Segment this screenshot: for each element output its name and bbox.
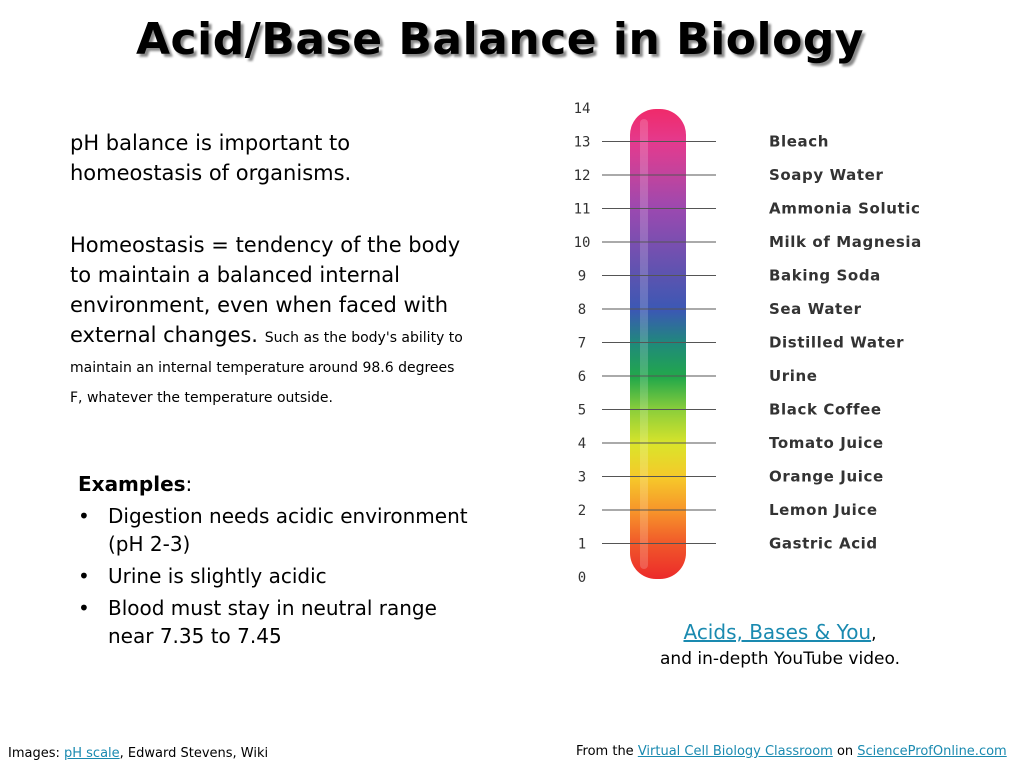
ph-tube (630, 109, 686, 579)
ph-substance-label: Urine (769, 367, 818, 385)
ph-tick-label: 4 (577, 436, 587, 452)
ph-scale-graphic (560, 95, 970, 595)
ph-tube-highlight (640, 119, 648, 569)
ph-tick-label: 14 (573, 101, 591, 117)
ph-substance-label: Tomato Juice (769, 434, 884, 452)
ph-substance-label: Bleach (769, 132, 830, 151)
list-item: • Digestion needs acidic environment (pH 2-3) (78, 504, 468, 556)
ph-tick-label: 11 (573, 201, 591, 218)
source-credit: From the Virtual Cell Biology Classroom on ScienceProfOnline.com (576, 744, 1007, 759)
ph-tick-label: 9 (577, 268, 587, 285)
ph-tick-label: 3 (577, 469, 587, 486)
list-item: • Blood must stay in neutral range near 7.35 to 7.45 (78, 596, 437, 648)
ph-tick-label: 8 (577, 302, 587, 318)
homeostasis-detail: Such as the body's ability to maintain an internal temperature around 98.6 degrees F, whatever the temperature outside. (70, 330, 463, 406)
acids-bases-link[interactable]: Acids, Bases & You (683, 620, 872, 644)
ph-substance-label: Distilled Water (769, 333, 905, 352)
ph-tick-label: 2 (577, 503, 587, 519)
examples-list (78, 502, 478, 650)
intro-text: pH balance is important to homeostasis of organisms. (70, 131, 352, 185)
ph-substance-label: Orange Juice (769, 467, 884, 486)
virtual-cell-link[interactable]: Virtual Cell Biology Classroom (637, 744, 833, 759)
examples-heading: Examples: (78, 472, 193, 496)
examples-section (78, 470, 478, 654)
ph-scale-link[interactable]: pH scale (64, 746, 120, 761)
video-link-box: Acids, Bases & You, and in-depth YouTube video. (660, 620, 900, 669)
ph-tick-label: 6 (577, 369, 587, 385)
list-item: • Urine is slightly acidic (78, 564, 327, 588)
ph-tick-label: 5 (577, 402, 587, 419)
page-title: Acid/Base Balance in Biology (136, 14, 864, 65)
ph-tick-label: 10 (573, 235, 591, 251)
ph-tick-label: 7 (577, 335, 587, 352)
video-description: and in-depth YouTube video. (660, 649, 900, 669)
ph-substance-label: Gastric Acid (769, 534, 878, 553)
homeostasis-main: Homeostasis = tendency of the body to maintain a balanced internal environment, even when faced with external changes. (70, 233, 461, 347)
ph-substance-label: Lemon Juice (769, 501, 878, 519)
ph-tick-label: 1 (577, 536, 587, 553)
ph-tick-label: 0 (577, 570, 587, 586)
ph-substance-label: Sea Water (769, 300, 862, 318)
scienceprofonline-link[interactable]: ScienceProfOnline.com (857, 744, 1007, 759)
ph-tick-label: 13 (573, 134, 591, 151)
ph-substance-label: Baking Soda (769, 266, 881, 285)
homeostasis-definition (70, 230, 465, 410)
ph-substance-label: Soapy Water (769, 166, 884, 184)
ph-substance-label: Ammonia Solutic (769, 199, 921, 218)
ph-tick-label: 12 (573, 168, 591, 184)
ph-substance-label: Black Coffee (769, 400, 882, 419)
ph-substance-label: Milk of Magnesia (769, 233, 922, 251)
image-credit: Images: pH scale, Edward Stevens, Wiki (8, 746, 269, 761)
